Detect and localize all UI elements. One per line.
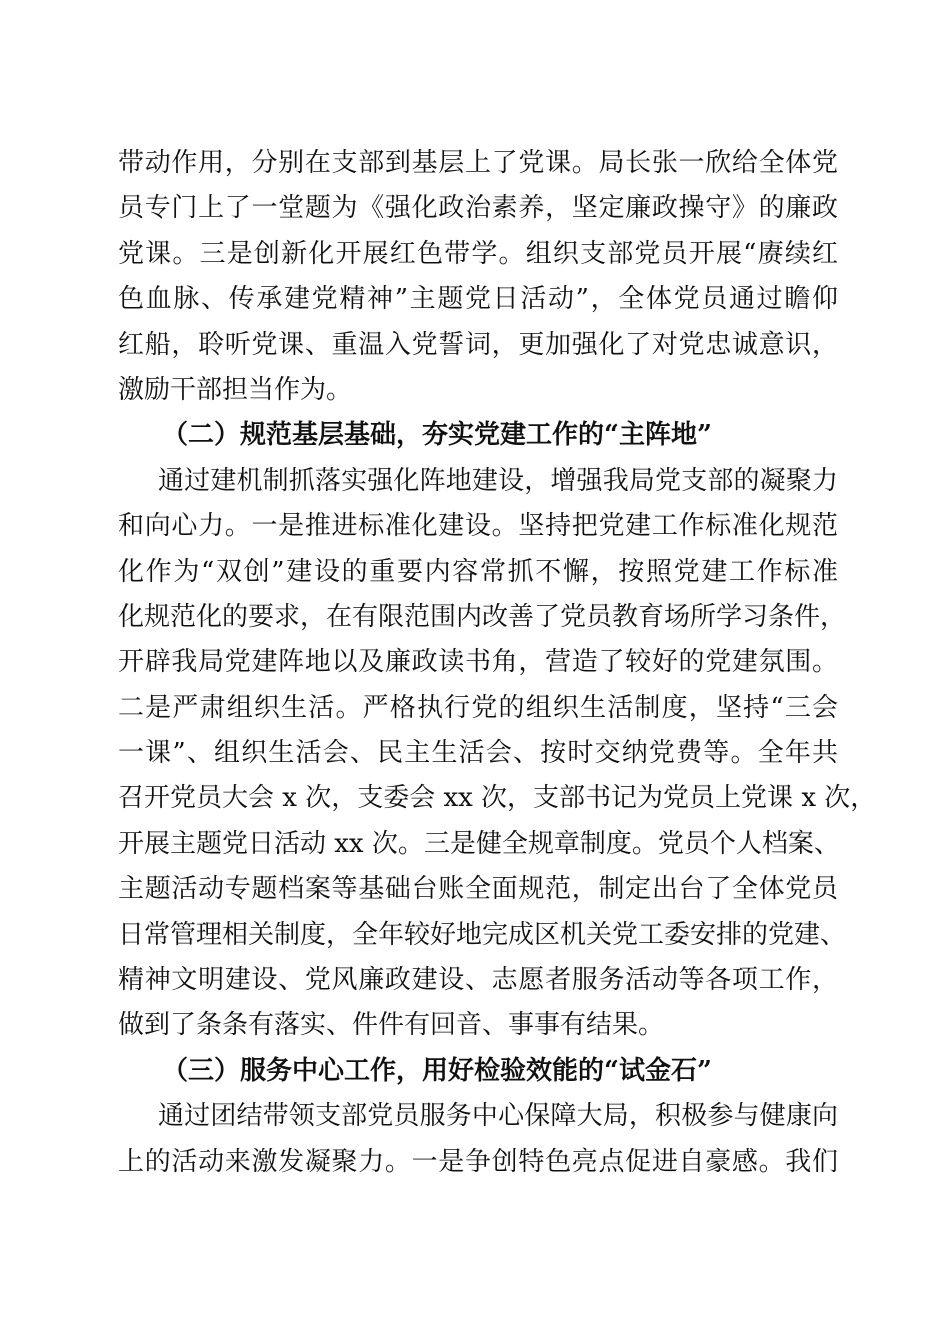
text-line: 党课。三是创新化开展红色带学。组织支部党员开展“赓续红	[118, 238, 838, 269]
text-line: 激励干部担当作为。	[118, 374, 353, 405]
paragraph	[118, 459, 877, 1049]
text-line: 做到了条条有落实、件件有回音、事事有结果。	[118, 1010, 665, 1041]
text-line: 带动作用，分别在支部到基层上了党课。局长张一欣给全体党	[118, 148, 838, 178]
paragraph	[118, 141, 838, 413]
text-line: 化作为“双创”建设的重要内容常抓不懈，按照党建工作标准	[118, 556, 838, 587]
text-line: 日常管理相关制度，全年较好地完成区机关党工委安排的党建、	[118, 919, 847, 950]
text-line: 上的活动来激发凝聚力。一是争创特色亮点促进自豪感。我们	[118, 1146, 838, 1177]
text-line: 精神文明建设、党风廉政建设、志愿者服务活动等各项工作，	[118, 965, 838, 996]
section-heading	[118, 413, 838, 458]
text-line: 化规范化的要求，在有限范围内改善了党员教育场所学习条件，	[118, 601, 847, 632]
text-line: 主题活动专题档案等基础台账全面规范，制定出台了全体党员	[118, 874, 838, 905]
text-line: 员专门上了一堂题为《强化政治素养，坚定廉政操守》的廉政	[118, 193, 838, 224]
text-line: 和向心力。一是推进标准化建设。坚持把党建工作标准化规范	[118, 511, 838, 542]
paragraph	[118, 1094, 838, 1185]
text-line: 二是严肃组织生活。严格执行党的组织生活制度，坚持“三会	[118, 692, 838, 723]
section-heading-text: （二）规范基层基础，夯实党建工作的“主阵地”	[162, 420, 712, 451]
text-line: 色血脉、传承建党精神”主题党日活动”，全体党员通过瞻仰	[118, 284, 838, 315]
text-line: 红船，聆听党课、重温入党誓词，更加强化了对党忠诚意识，	[118, 329, 838, 360]
text-line: 召开党员大会 x 次，支委会 xx 次，支部书记为党员上党课 x 次，	[118, 783, 877, 814]
section-heading	[118, 1049, 838, 1094]
text-line: 开展主题党日活动 xx 次。三是健全规章制度。党员个人档案、	[118, 828, 840, 859]
text-line: 通过建机制抓落实强化阵地建设，增强我局党支部的凝聚力	[158, 465, 838, 496]
text-line: 一课”、组织生活会、民主生活会、按时交纳党费等。全年共	[118, 738, 838, 769]
section-heading-text: （三）服务中心工作，用好检验效能的“试金石”	[162, 1055, 712, 1086]
text-line: 开辟我局党建阵地以及廉政读书角，营造了较好的党建氛围。	[118, 647, 838, 678]
document-body	[118, 141, 877, 1185]
text-line: 通过团结带领支部党员服务中心保障大局，积极参与健康向	[158, 1101, 838, 1132]
